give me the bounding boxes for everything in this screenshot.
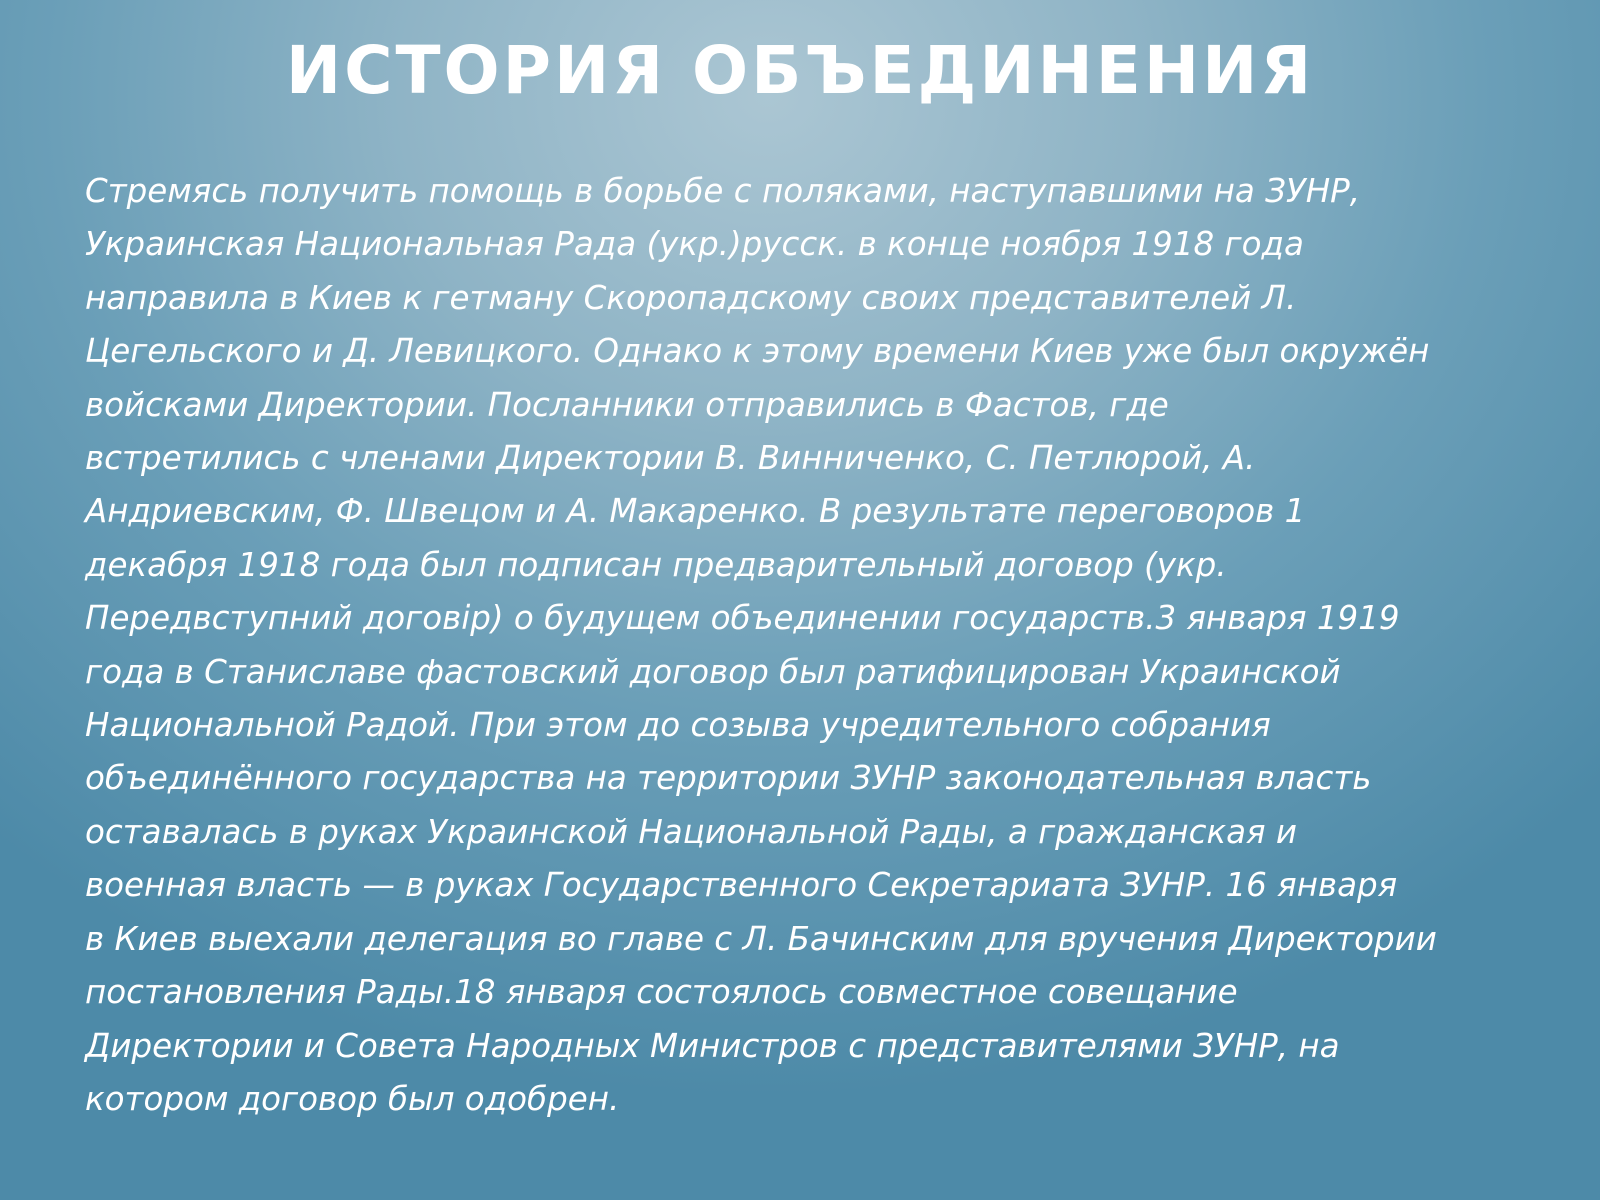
slide-body-text: Стремясь получить помощь в борьбе с поляками, наступавшими на ЗУНР, Украинская Национальная Рада (укр.)русск. в конце ноября 1918 года направила в Киев к гетману Скоропадскому своих представителей Л. Цегельского и Д. Левицкого. Однако к этому времени Киев уже был окружён войсками Директории. Посланники отправились в Фастов, где встретились с членами Директории В. Винниченко, С. Петлюрой, А. Андриевским, Ф. Швецом и А. Макаренко. В результате переговоров 1 декабря 1918 года был подписан предварительный договор (укр. Передвступний договір) о будущем объединении государств.3 января 1919 года в Станиславе фастовский договор был ратифицирован Украинской Национальной Радой. При этом до созыва учредительного собрания объединённого государства на территории ЗУНР законодательная власть оставалась в руках Украинской Национальной Рады, а гражданская и военная власть — в руках Государственного Секретариата ЗУНР. 16 января в Киев выехали делегация во главе с Л. Бачинским для вручения Директории постановления Рады.18 января состоялось совместное совещание Директории и Совета Народных Министров с представителями ЗУНР, на котором договор был одобрен. xyxy=(85,172,1437,1118)
slide-title: ИСТОРИЯ ОБЪЕДИНЕНИЯ xyxy=(285,32,1315,109)
